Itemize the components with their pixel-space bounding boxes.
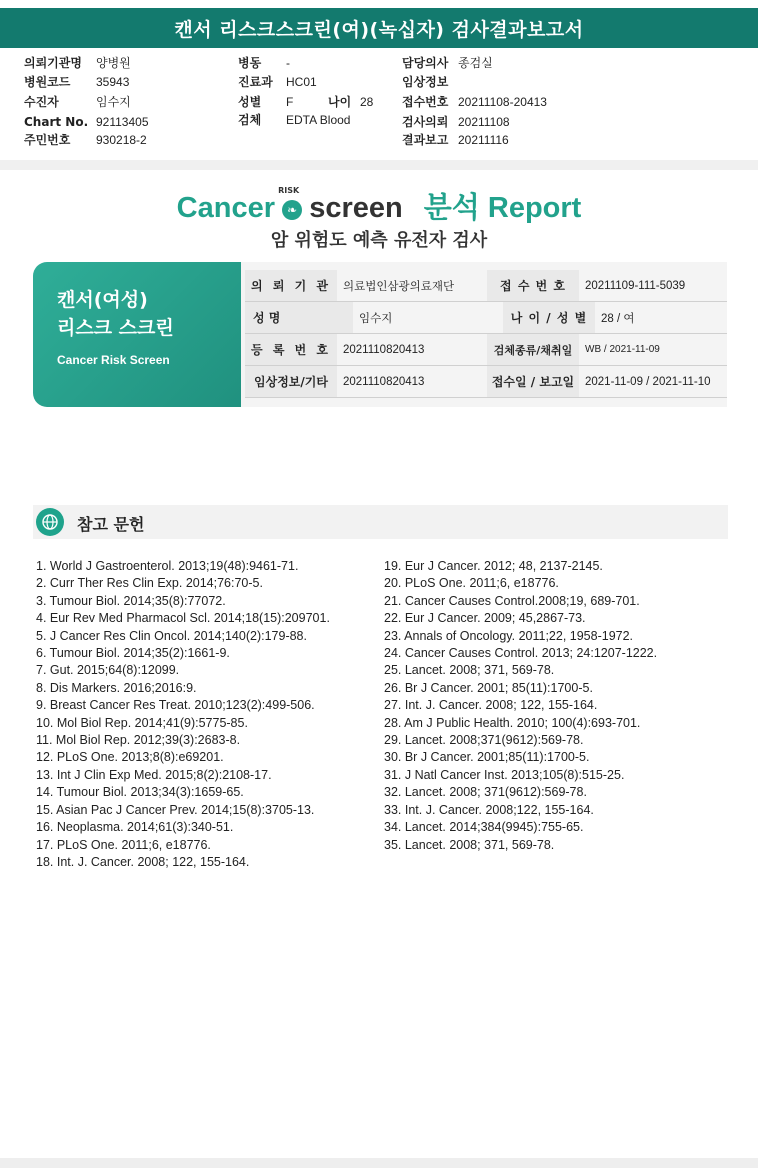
reference-item: 32. Lancet. 2008; 371(9612):569-78. [384, 785, 587, 800]
info-label-receipt-no: 접수번호 [402, 95, 449, 109]
reference-item: 12. PLoS One. 2013;8(8):e69201. [36, 750, 224, 765]
reference-item: 13. Int J Clin Exp Med. 2015;8(2):2108-17. [36, 767, 272, 782]
section-divider [0, 160, 758, 170]
info-value-request-date: 20211108 [458, 115, 510, 129]
patient-info [0, 0, 758, 160]
info-value-chart-no: 92113405 [96, 115, 149, 129]
reference-item: 15. Asian Pac J Cancer Prev. 2014;15(8):3705-13. [36, 802, 315, 817]
reference-item: 20. PLoS One. 2011;6, e18776. [384, 576, 559, 591]
info-value-ward: - [286, 56, 290, 70]
table-row [245, 270, 727, 302]
reference-item: 21. Cancer Causes Control.2008;19, 689-701. [384, 593, 640, 608]
info-value-department: HC01 [286, 75, 317, 89]
reference-item: 30. Br J Cancer. 2001;85(11):1700-5. [384, 750, 590, 765]
info-value-doctor: 종검실 [458, 56, 493, 70]
info-label-department: 진료과 [238, 75, 273, 89]
reference-item: 25. Lancet. 2008; 371, 569-78. [384, 663, 555, 678]
reference-item: 4. Eur Rev Med Pharmacol Scl. 2014;18(15):209701. [36, 611, 330, 626]
info-label-doctor: 담당의사 [402, 56, 449, 70]
info-label-specimen: 검체 [238, 113, 262, 127]
references-list-right [384, 558, 657, 854]
table-key: 의 뢰 기 관 [245, 270, 337, 301]
reference-item: 2. Curr Ther Res Clin Exp. 2014;76:70-5. [36, 576, 263, 591]
info-value-hospital-code: 35943 [96, 75, 130, 89]
reference-item: 1. World J Gastroenterol. 2013;19(48):9461-71. [36, 559, 299, 573]
table-key: 검체종류/채취일 [487, 334, 579, 365]
table-key: 접수일 / 보고일 [487, 366, 579, 397]
info-label-sex: 성별 [238, 95, 262, 109]
info-value-age: 28 [360, 95, 374, 109]
reference-item: 29. Lancet. 2008;371(9612):569-78. [384, 733, 584, 748]
info-value-sex: F [286, 95, 294, 109]
reference-item: 26. Br J Cancer. 2001; 85(11):1700-5. [384, 680, 593, 695]
info-value-report-date: 20211116 [458, 133, 509, 147]
logo-cancer-text: Cancer [176, 192, 275, 224]
reference-item: 5. J Cancer Res Clin Oncol. 2014;140(2):179-88. [36, 628, 307, 643]
report-subtitle: 암 위험도 예측 유전자 검사 [270, 230, 488, 251]
card-title-line2: 리스크 스크린 [57, 317, 174, 339]
product-card-title [57, 286, 174, 342]
table-value: 의료법인삼광의료재단 [343, 280, 455, 293]
card-subtitle: Cancer Risk Screen [57, 353, 170, 367]
table-value: 2021110820413 [343, 375, 425, 388]
info-value-requester: 양병원 [96, 56, 131, 70]
table-value: 임수지 [359, 312, 393, 325]
reference-item: 6. Tumour Biol. 2014;35(2):1661-9. [36, 646, 230, 661]
report-title: 캔서 리스크스크린(여)(녹십자) 검사결과보고서 [174, 18, 584, 41]
product-card [33, 262, 241, 407]
globe-icon [36, 508, 64, 536]
info-value-patient: 임수지 [96, 95, 131, 109]
reference-item: 22. Eur J Cancer. 2009; 45,2867-73. [384, 611, 586, 626]
info-label-hospital-code: 병원코드 [24, 75, 71, 89]
table-row [245, 366, 727, 398]
table-value: WB / 2021-11-09 [585, 344, 660, 355]
table-key: 임상정보/기타 [245, 366, 337, 397]
table-value: 20211109-111-5039 [585, 279, 686, 292]
info-label-patient: 수진자 [24, 95, 59, 109]
logo-risk-text: RISK [278, 186, 300, 195]
reference-item: 8. Dis Markers. 2016;2016:9. [36, 680, 197, 695]
reference-item: 28. Am J Public Health. 2010; 100(4):693-701. [384, 715, 641, 730]
reference-item: 31. J Natl Cancer Inst. 2013;105(8):515-25. [384, 767, 625, 782]
logo-screen-text: screen [309, 192, 403, 224]
table-row [245, 334, 727, 366]
reference-item: 10. Mol Biol Rep. 2014;41(9):5775-85. [36, 715, 248, 730]
cancer-risk-screen-logo [0, 185, 758, 226]
reference-item: 9. Breast Cancer Res Treat. 2010;123(2):499-506. [36, 698, 315, 713]
table-value: 2021-11-09 / 2021-11-10 [585, 375, 711, 388]
reference-item: 23. Annals of Oncology. 2011;22, 1958-1972. [384, 628, 634, 643]
info-label-report-date: 결과보고 [402, 133, 449, 147]
reference-item: 19. Eur J Cancer. 2012; 48, 2137-2145. [384, 559, 603, 573]
info-label-requester: 의뢰기관명 [24, 56, 82, 70]
info-label-request-date: 검사의뢰 [402, 115, 449, 129]
ribbon-icon: ❧ RISK [280, 196, 304, 220]
reference-item: 27. Int. J. Cancer. 2008; 122, 155-164. [384, 698, 598, 713]
table-value: 28 / 여 [601, 312, 635, 325]
info-value-specimen: EDTA Blood [286, 113, 351, 127]
card-title-line1: 캔서(여성) [57, 289, 148, 311]
info-label-age: 나이 [328, 95, 352, 109]
info-label-chart-no: Chart No. [24, 115, 89, 129]
info-value-receipt-no: 20211108-20413 [458, 95, 547, 109]
table-key: 성 명 [245, 302, 353, 333]
page-footer [0, 1158, 758, 1168]
references-title: 참고 문헌 [77, 515, 145, 534]
reference-item: 18. Int. J. Cancer. 2008; 122, 155-164. [36, 854, 250, 869]
table-row [245, 302, 727, 334]
references-header [33, 505, 728, 539]
info-label-resident-no: 주민번호 [24, 133, 71, 147]
info-label-ward: 병동 [238, 56, 262, 70]
reference-item: 35. Lancet. 2008; 371, 569-78. [384, 837, 555, 852]
reference-item: 7. Gut. 2015;64(8):12099. [36, 663, 180, 678]
table-key: 나 이 / 성 별 [503, 302, 595, 333]
reference-item: 14. Tumour Biol. 2013;34(3):1659-65. [36, 785, 244, 800]
info-label-clinical: 임상정보 [402, 75, 449, 89]
references-list-left [36, 558, 330, 871]
patient-table [245, 270, 727, 398]
logo-report-text: 분석 Report [423, 192, 582, 224]
reference-item: 11. Mol Biol Rep. 2012;39(3):2683-8. [36, 733, 241, 748]
reference-item: 34. Lancet. 2014;384(9945):755-65. [384, 820, 584, 835]
table-key: 접 수 번 호 [487, 270, 579, 301]
reference-item: 17. PLoS One. 2011;6, e18776. [36, 837, 211, 852]
info-value-resident-no: 930218-2 [96, 133, 147, 147]
reference-item: 3. Tumour Biol. 2014;35(8):77072. [36, 593, 226, 608]
table-key: 등 록 번 호 [245, 334, 337, 365]
reference-item: 33. Int. J. Cancer. 2008;122, 155-164. [384, 802, 594, 817]
table-value: 2021110820413 [343, 343, 425, 356]
reference-item: 24. Cancer Causes Control. 2013; 24:1207-1222. [384, 646, 658, 661]
reference-item: 16. Neoplasma. 2014;61(3):340-51. [36, 820, 234, 835]
